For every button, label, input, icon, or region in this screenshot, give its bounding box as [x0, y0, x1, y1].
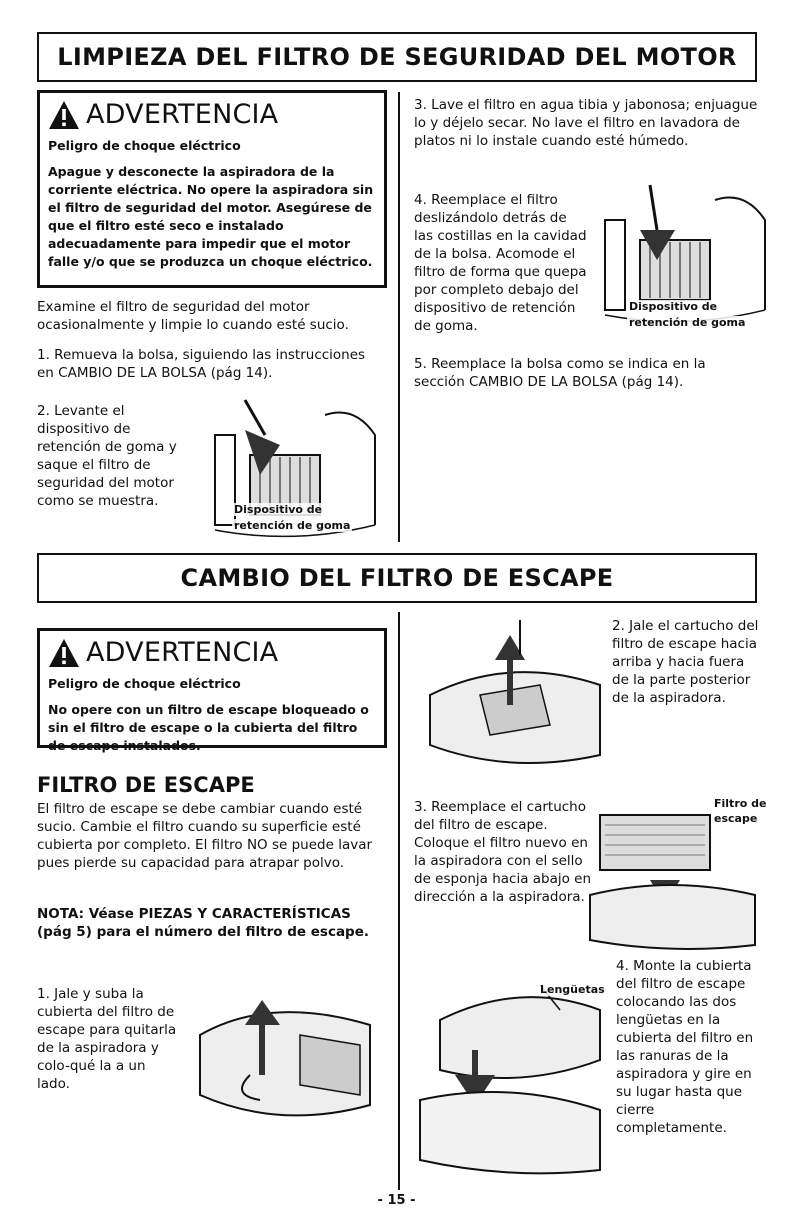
- warning-text: No opere con un filtro de escape bloqueado o sin el filtro de escape o la cubierta del filtro de escape instalados.: [48, 702, 369, 753]
- exhaust-filter-note: NOTA: Véase PIEZAS Y CARACTERÍSTICAS (pág 5) para el número del filtro de escape.: [37, 906, 370, 940]
- motor-filter-intro: Examine el filtro de seguridad del motor ocasionalmente y limpie lo cuando esté sucio.: [37, 299, 349, 333]
- exhaust-filter-heading: FILTRO DE ESCAPE: [37, 773, 255, 797]
- warning-triangle-icon: [48, 638, 80, 668]
- warning-title: ADVERTENCIA: [86, 637, 279, 668]
- section-title-motor-filter: [37, 32, 757, 82]
- exhaust-filter-intro: El filtro de escape se debe cambiar cuando esté sucio. Cambie el filtro cuando su superficie esté cubierta por completo. El filtro NO se puede lavar pues pierde su capacidad para atrapar polvo.: [37, 801, 373, 871]
- page-number: - 15 -: [377, 1193, 416, 1208]
- column-divider: [398, 92, 400, 542]
- exhaust-filter-label-line1: Filtro de: [714, 797, 767, 810]
- warning-subtitle: Peligro de choque eléctrico: [48, 676, 241, 691]
- rubber-retainer-label-2-line1: Dispositivo de: [629, 300, 718, 313]
- exhaust-cartridge-install-illustration: [580, 785, 765, 955]
- warning-text: Apague y desconecte la aspiradora de la corriente eléctrica. No opere la aspiradora sin el filtro de seguridad del motor. Asegúrese de que el filtro esté seco e instalado adecuadamente para impedir que el motor falle y/o que se produzca un choque eléctrico.: [48, 164, 374, 269]
- warning-title: ADVERTENCIA: [86, 99, 279, 130]
- rubber-retainer-label-line2: retención de goma: [234, 519, 351, 532]
- motor-filter-step-3: 3. Lave el filtro en agua tibia y jabonosa; enjuague lo y déjelo secar. No lave el filtro en lavadora de platos ni lo instale cuando esté húmedo.: [414, 97, 758, 149]
- motor-filter-step-5: 5. Reemplace la bolsa como se indica en la sección CAMBIO DE LA BOLSA (pág 14).: [414, 356, 706, 390]
- motor-filter-step-2: 2. Levante el dispositivo de retención de goma y saque el filtro de seguridad del motor como se muestra.: [37, 403, 177, 509]
- exhaust-cartridge-removal-illustration: [420, 615, 610, 775]
- motor-filter-step-4: 4. Reemplace el filtro deslizándolo detrás de las costillas en la cavidad de la bolsa. Acomode el filtro de forma que quepa por completo debajo del dispositivo de retención de goma.: [414, 192, 587, 334]
- column-divider-2: [398, 612, 400, 1190]
- rubber-retainer-label-line1: Dispositivo de: [234, 503, 323, 516]
- warning-triangle-icon: [48, 100, 80, 130]
- warning-box-motor-filter: [37, 90, 387, 288]
- exhaust-cover-removal-illustration: [190, 985, 390, 1135]
- rubber-retainer-label-2-line2: retención de goma: [629, 316, 746, 329]
- exhaust-cover-install-illustration: [410, 980, 610, 1180]
- motor-filter-step-1: 1. Remueva la bolsa, siguiendo las instrucciones en CAMBIO DE LA BOLSA (pág 14).: [37, 347, 366, 381]
- warning-box-exhaust-filter: [37, 628, 387, 753]
- tabs-label: Lengüetas: [540, 983, 605, 996]
- exhaust-filter-step-4: 4. Monte la cubierta del filtro de escape colocando las dos lengüetas en la cubierta del filtro en las ranuras de la aspiradora y gire en su lugar hasta que cierre completamente.: [616, 958, 754, 1136]
- warning-header: [48, 637, 376, 668]
- exhaust-filter-step-1: 1. Jale y suba la cubierta del filtro de escape para quitarla de la aspiradora y colo-qué la a un lado.: [37, 986, 177, 1092]
- warning-header: [48, 99, 376, 130]
- exhaust-filter-label-line2: escape: [714, 812, 758, 825]
- exhaust-filter-step-3: 3. Reemplace el cartucho del filtro de escape. Coloque el filtro nuevo en la aspiradora con el sello de esponja hacia abajo en dirección a la aspiradora.: [414, 799, 592, 905]
- section-title-text: LIMPIEZA DEL FILTRO DE SEGURIDAD DEL MOTOR: [57, 43, 737, 71]
- section-title-exhaust-filter: [37, 553, 757, 603]
- exhaust-filter-step-2: 2. Jale el cartucho del filtro de escape hacia arriba y hacia fuera de la parte posterior de la aspiradora.: [612, 618, 759, 706]
- warning-subtitle: Peligro de choque eléctrico: [48, 138, 241, 153]
- section-title-text: CAMBIO DEL FILTRO DE ESCAPE: [180, 564, 614, 592]
